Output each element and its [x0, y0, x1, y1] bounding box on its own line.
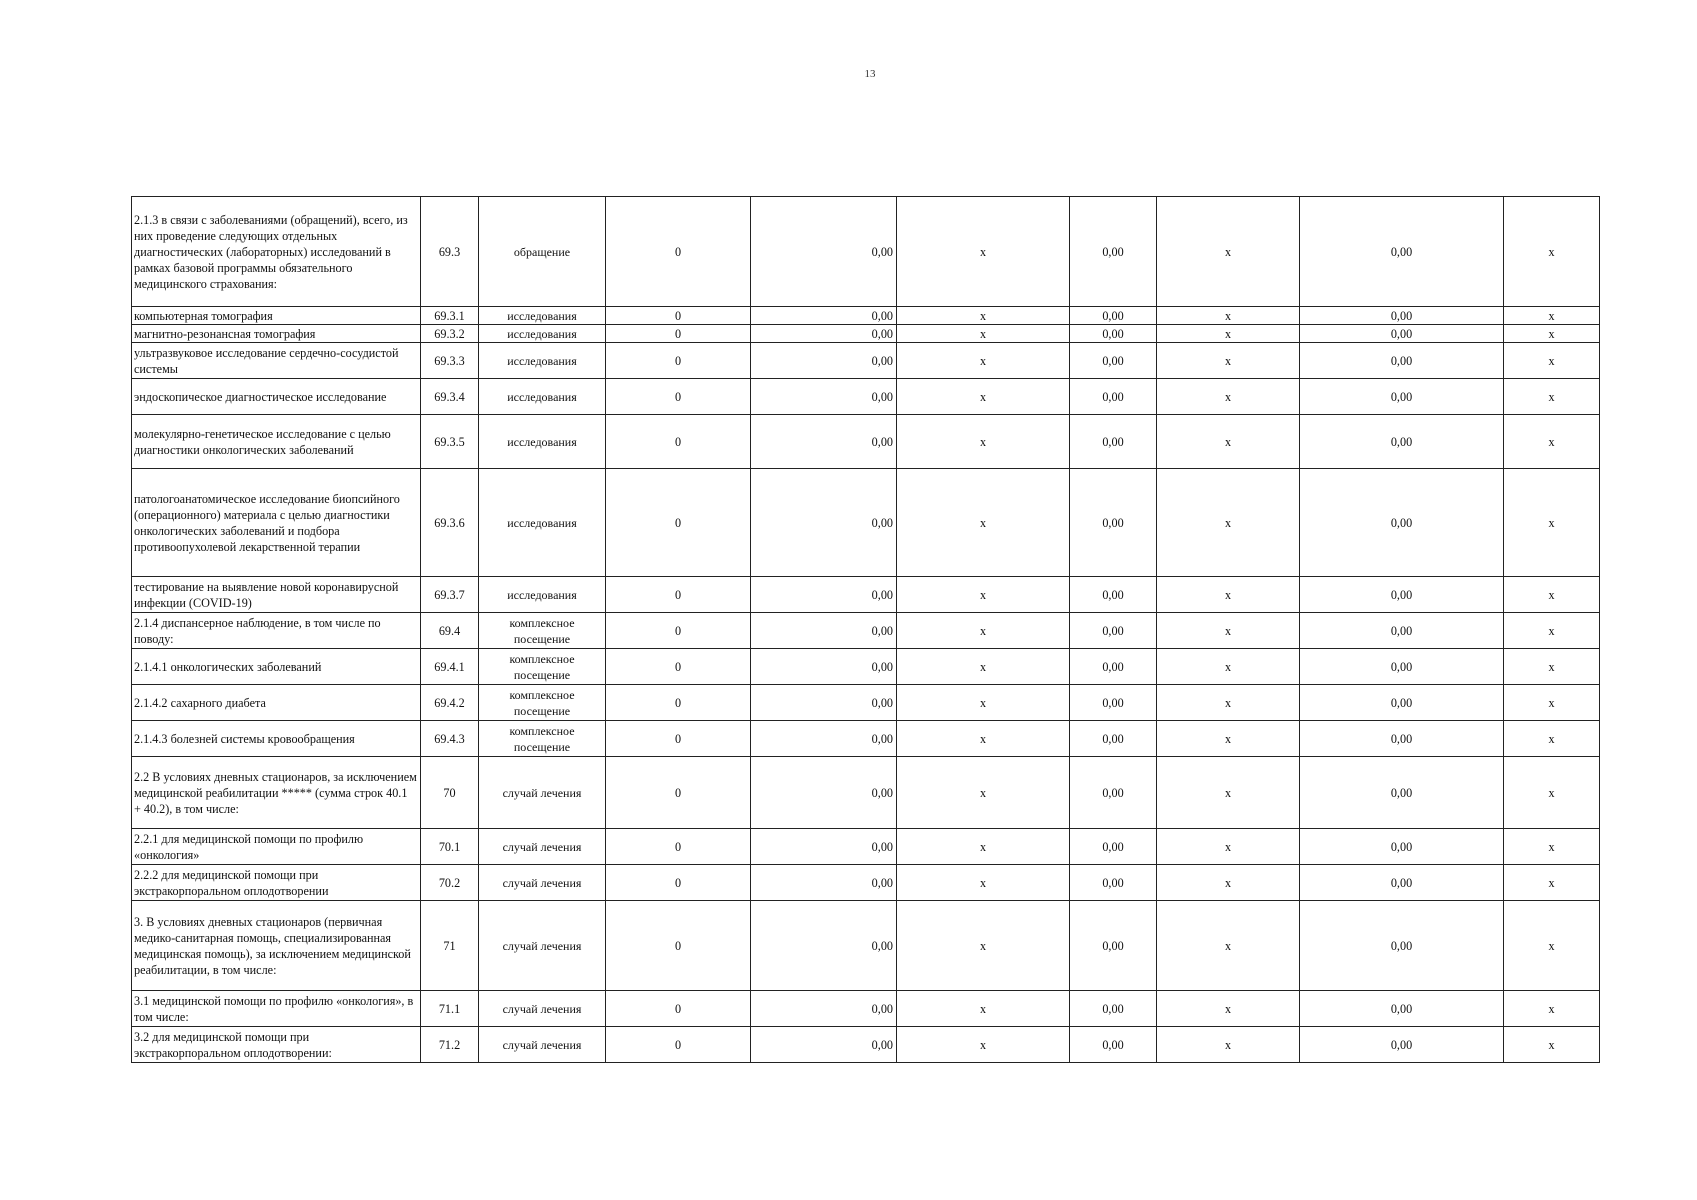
cell-c8: 0,00	[1300, 379, 1504, 415]
cell-name: 2.2.1 для медицинской помощи по профилю «онкология»	[132, 829, 421, 865]
cell-code: 69.4.2	[421, 685, 479, 721]
table-row	[132, 991, 1600, 1027]
cell-name: молекулярно-генетическое исследование с целью диагностики онкологических заболеваний	[132, 415, 421, 469]
table-row	[132, 469, 1600, 577]
cell-c6: 0,00	[1070, 577, 1157, 613]
cell-unit: исследования	[479, 469, 606, 577]
cell-name: 2.1.4.2 сахарного диабета	[132, 685, 421, 721]
cell-c6: 0,00	[1070, 379, 1157, 415]
cell-c4: 0,00	[751, 415, 897, 469]
cell-c4: 0,00	[751, 613, 897, 649]
cell-unit: случай лечения	[479, 991, 606, 1027]
cell-c6: 0,00	[1070, 307, 1157, 325]
cell-c7: х	[1157, 721, 1300, 757]
cell-name: 3.2 для медицинской помощи при экстракорпоральном оплодотворении:	[132, 1027, 421, 1063]
cell-unit: исследования	[479, 577, 606, 613]
cell-c9: х	[1504, 469, 1600, 577]
cell-c4: 0,00	[751, 197, 897, 307]
cell-unit: исследования	[479, 343, 606, 379]
cell-c3: 0	[606, 307, 751, 325]
data-table	[131, 196, 1600, 1063]
cell-c4: 0,00	[751, 307, 897, 325]
cell-unit: комплексное посещение	[479, 613, 606, 649]
cell-c5: х	[897, 613, 1070, 649]
cell-c7: х	[1157, 469, 1300, 577]
table-row	[132, 865, 1600, 901]
cell-c9: х	[1504, 865, 1600, 901]
cell-c7: х	[1157, 343, 1300, 379]
cell-c5: х	[897, 307, 1070, 325]
cell-c9: х	[1504, 757, 1600, 829]
cell-c3: 0	[606, 343, 751, 379]
cell-c8: 0,00	[1300, 343, 1504, 379]
cell-c6: 0,00	[1070, 721, 1157, 757]
cell-c6: 0,00	[1070, 343, 1157, 379]
table-row	[132, 379, 1600, 415]
cell-c3: 0	[606, 649, 751, 685]
cell-code: 69.3.6	[421, 469, 479, 577]
cell-code: 70.2	[421, 865, 479, 901]
cell-c4: 0,00	[751, 343, 897, 379]
cell-code: 69.3.1	[421, 307, 479, 325]
cell-c5: х	[897, 1027, 1070, 1063]
cell-c8: 0,00	[1300, 325, 1504, 343]
cell-c8: 0,00	[1300, 649, 1504, 685]
cell-name: патологоанатомическое исследование биопсийного (операционного) материала с целью диагностики онкологических заболеваний и подбора противоопухолевой лекарственной терапии	[132, 469, 421, 577]
cell-name: 2.1.4 диспансерное наблюдение, в том числе по поводу:	[132, 613, 421, 649]
cell-unit: исследования	[479, 307, 606, 325]
cell-c8: 0,00	[1300, 901, 1504, 991]
cell-name: 3.1 медицинской помощи по профилю «онкология», в том числе:	[132, 991, 421, 1027]
cell-code: 70.1	[421, 829, 479, 865]
cell-c4: 0,00	[751, 649, 897, 685]
cell-c7: х	[1157, 415, 1300, 469]
cell-c4: 0,00	[751, 1027, 897, 1063]
cell-c9: х	[1504, 307, 1600, 325]
cell-c7: х	[1157, 379, 1300, 415]
cell-c3: 0	[606, 379, 751, 415]
cell-c5: х	[897, 343, 1070, 379]
cell-c9: х	[1504, 415, 1600, 469]
cell-c7: х	[1157, 685, 1300, 721]
cell-c9: х	[1504, 325, 1600, 343]
cell-c4: 0,00	[751, 577, 897, 613]
cell-c5: х	[897, 757, 1070, 829]
cell-c8: 0,00	[1300, 991, 1504, 1027]
cell-c6: 0,00	[1070, 649, 1157, 685]
cell-code: 69.3.3	[421, 343, 479, 379]
table-row	[132, 197, 1600, 307]
cell-unit: комплексное посещение	[479, 721, 606, 757]
table-row	[132, 1027, 1600, 1063]
cell-c7: х	[1157, 649, 1300, 685]
cell-c7: х	[1157, 613, 1300, 649]
cell-c3: 0	[606, 685, 751, 721]
cell-code: 69.4	[421, 613, 479, 649]
cell-c3: 0	[606, 469, 751, 577]
table-row	[132, 829, 1600, 865]
cell-c9: х	[1504, 197, 1600, 307]
cell-c5: х	[897, 325, 1070, 343]
cell-c7: х	[1157, 865, 1300, 901]
table-row	[132, 613, 1600, 649]
cell-c4: 0,00	[751, 721, 897, 757]
cell-name: 2.2.2 для медицинской помощи при экстракорпоральном оплодотворении	[132, 865, 421, 901]
cell-c5: х	[897, 829, 1070, 865]
table-row	[132, 901, 1600, 991]
cell-c7: х	[1157, 901, 1300, 991]
cell-c4: 0,00	[751, 469, 897, 577]
cell-unit: случай лечения	[479, 829, 606, 865]
cell-code: 70	[421, 757, 479, 829]
cell-c8: 0,00	[1300, 685, 1504, 721]
cell-c3: 0	[606, 991, 751, 1027]
cell-name: 2.1.3 в связи с заболеваниями (обращений), всего, из них проведение следующих отдельных диагностических (лабораторных) исследований в рамках базовой программы обязательного медицинского страхования:	[132, 197, 421, 307]
cell-c7: х	[1157, 197, 1300, 307]
cell-c5: х	[897, 379, 1070, 415]
cell-code: 69.4.1	[421, 649, 479, 685]
table-row	[132, 325, 1600, 343]
cell-name: компьютерная томография	[132, 307, 421, 325]
cell-c5: х	[897, 685, 1070, 721]
cell-code: 71.1	[421, 991, 479, 1027]
cell-code: 69.3.5	[421, 415, 479, 469]
cell-c5: х	[897, 649, 1070, 685]
cell-c9: х	[1504, 685, 1600, 721]
cell-c4: 0,00	[751, 991, 897, 1027]
cell-c8: 0,00	[1300, 197, 1504, 307]
cell-code: 69.4.3	[421, 721, 479, 757]
table-row	[132, 577, 1600, 613]
cell-c6: 0,00	[1070, 1027, 1157, 1063]
cell-code: 69.3.2	[421, 325, 479, 343]
table-row	[132, 721, 1600, 757]
cell-c5: х	[897, 577, 1070, 613]
cell-c8: 0,00	[1300, 415, 1504, 469]
table-row	[132, 343, 1600, 379]
cell-c4: 0,00	[751, 865, 897, 901]
cell-c6: 0,00	[1070, 757, 1157, 829]
cell-c8: 0,00	[1300, 757, 1504, 829]
table-row	[132, 307, 1600, 325]
table-row	[132, 757, 1600, 829]
cell-name: 2.1.4.3 болезней системы кровообращения	[132, 721, 421, 757]
cell-c9: х	[1504, 991, 1600, 1027]
cell-c6: 0,00	[1070, 325, 1157, 343]
cell-c6: 0,00	[1070, 197, 1157, 307]
cell-c7: х	[1157, 991, 1300, 1027]
cell-c6: 0,00	[1070, 469, 1157, 577]
cell-unit: случай лечения	[479, 757, 606, 829]
cell-c8: 0,00	[1300, 721, 1504, 757]
cell-c7: х	[1157, 757, 1300, 829]
cell-c6: 0,00	[1070, 415, 1157, 469]
cell-c8: 0,00	[1300, 613, 1504, 649]
cell-c8: 0,00	[1300, 1027, 1504, 1063]
cell-c6: 0,00	[1070, 901, 1157, 991]
cell-name: ультразвуковое исследование сердечно-сосудистой системы	[132, 343, 421, 379]
cell-code: 71.2	[421, 1027, 479, 1063]
cell-c5: х	[897, 197, 1070, 307]
table-row	[132, 685, 1600, 721]
cell-c6: 0,00	[1070, 613, 1157, 649]
cell-unit: случай лечения	[479, 901, 606, 991]
cell-unit: случай лечения	[479, 1027, 606, 1063]
cell-c9: х	[1504, 1027, 1600, 1063]
cell-c3: 0	[606, 415, 751, 469]
cell-code: 69.3	[421, 197, 479, 307]
cell-c9: х	[1504, 901, 1600, 991]
cell-name: эндоскопическое диагностическое исследование	[132, 379, 421, 415]
cell-c4: 0,00	[751, 685, 897, 721]
cell-name: 2.2 В условиях дневных стационаров, за исключением медицинской реабилитации ***** (сумма строк 40.1 + 40.2), в том числе:	[132, 757, 421, 829]
cell-name: 3. В условиях дневных стационаров (первичная медико-санитарная помощь, специализированная медицинская помощь), за исключением медицинской реабилитации, в том числе:	[132, 901, 421, 991]
cell-c7: х	[1157, 829, 1300, 865]
cell-unit: комплексное посещение	[479, 649, 606, 685]
cell-c7: х	[1157, 307, 1300, 325]
cell-c6: 0,00	[1070, 865, 1157, 901]
cell-unit: случай лечения	[479, 865, 606, 901]
cell-c9: х	[1504, 379, 1600, 415]
cell-c8: 0,00	[1300, 577, 1504, 613]
cell-name: тестирование на выявление новой коронавирусной инфекции (COVID-19)	[132, 577, 421, 613]
cell-name: 2.1.4.1 онкологических заболеваний	[132, 649, 421, 685]
cell-code: 69.3.7	[421, 577, 479, 613]
cell-unit: исследования	[479, 379, 606, 415]
cell-c4: 0,00	[751, 379, 897, 415]
cell-c6: 0,00	[1070, 685, 1157, 721]
cell-unit: комплексное посещение	[479, 685, 606, 721]
cell-c8: 0,00	[1300, 469, 1504, 577]
cell-name: магнитно-резонансная томография	[132, 325, 421, 343]
cell-c5: х	[897, 865, 1070, 901]
cell-c3: 0	[606, 757, 751, 829]
cell-c4: 0,00	[751, 757, 897, 829]
cell-c4: 0,00	[751, 325, 897, 343]
cell-c4: 0,00	[751, 829, 897, 865]
cell-c3: 0	[606, 721, 751, 757]
cell-unit: исследования	[479, 325, 606, 343]
cell-c5: х	[897, 901, 1070, 991]
cell-c9: х	[1504, 829, 1600, 865]
table-row	[132, 415, 1600, 469]
cell-c3: 0	[606, 901, 751, 991]
cell-c8: 0,00	[1300, 829, 1504, 865]
cell-c5: х	[897, 721, 1070, 757]
cell-code: 69.3.4	[421, 379, 479, 415]
cell-c8: 0,00	[1300, 307, 1504, 325]
cell-c4: 0,00	[751, 901, 897, 991]
cell-c5: х	[897, 991, 1070, 1027]
cell-c5: х	[897, 469, 1070, 577]
cell-c9: х	[1504, 577, 1600, 613]
cell-c6: 0,00	[1070, 991, 1157, 1027]
table-row	[132, 649, 1600, 685]
cell-c3: 0	[606, 197, 751, 307]
cell-unit: исследования	[479, 415, 606, 469]
cell-c3: 0	[606, 829, 751, 865]
cell-c7: х	[1157, 1027, 1300, 1063]
cell-unit: обращение	[479, 197, 606, 307]
cell-c5: х	[897, 415, 1070, 469]
cell-c8: 0,00	[1300, 865, 1504, 901]
cell-c9: х	[1504, 343, 1600, 379]
cell-c9: х	[1504, 649, 1600, 685]
cell-c6: 0,00	[1070, 829, 1157, 865]
page-number: 13	[864, 68, 876, 80]
cell-c7: х	[1157, 325, 1300, 343]
cell-c3: 0	[606, 1027, 751, 1063]
cell-c3: 0	[606, 613, 751, 649]
cell-c9: х	[1504, 613, 1600, 649]
cell-c3: 0	[606, 865, 751, 901]
cell-c9: х	[1504, 721, 1600, 757]
cell-c3: 0	[606, 577, 751, 613]
cell-c7: х	[1157, 577, 1300, 613]
cell-code: 71	[421, 901, 479, 991]
cell-c3: 0	[606, 325, 751, 343]
